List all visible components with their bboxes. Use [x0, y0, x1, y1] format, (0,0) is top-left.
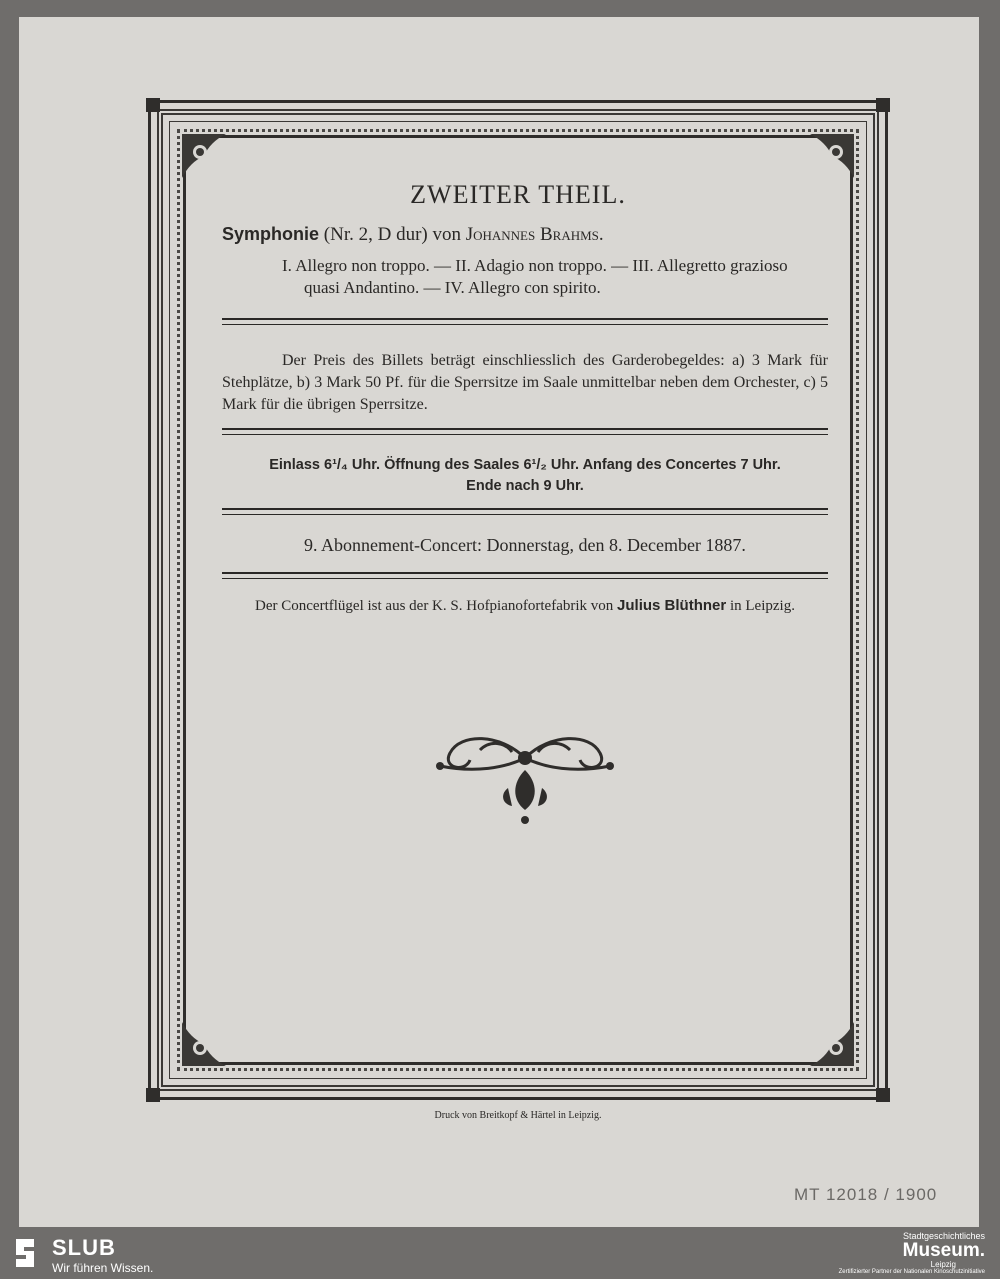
museum-city: Leipzig — [930, 1260, 956, 1269]
piano-note-prefix: Der Concertflügel ist aus der K. S. Hofpianofortefabrik von — [255, 598, 618, 614]
times-line-2: Ende nach 9 Uhr. — [466, 478, 584, 494]
library-name: SLUB — [52, 1235, 116, 1260]
movements-line-2: quasi Andantino. — IV. Allegro con spirito. — [304, 278, 601, 297]
library-tagline: Wir führen Wissen. — [52, 1261, 154, 1275]
corner-ornament-bottom-left — [180, 1020, 228, 1068]
symphony-heading — [222, 224, 604, 246]
corner-ornament-top-left — [180, 132, 228, 180]
slub-logo-icon — [14, 1237, 36, 1269]
section-title: ZWEITER THEIL. — [410, 180, 626, 209]
symphony-detail: (Nr. 2, D dur) von — [319, 224, 466, 245]
corner-ornament-top-right — [808, 132, 856, 180]
frame-corner-square — [876, 1088, 890, 1102]
piano-maker-name: Julius Blüthner — [617, 597, 727, 614]
piano-maker-note — [222, 597, 828, 615]
shelfmark-annotation: MT 12018 / 1900 — [794, 1185, 938, 1204]
movement-list — [282, 255, 842, 299]
price-paragraph — [222, 350, 828, 416]
times-line-1: Einlass 6¹/₄ Uhr. Öffnung des Saales 6¹/₂ Uhr. Anfang des Concertes 7 Uhr. — [269, 457, 781, 473]
museum-name: Museum. — [902, 1240, 985, 1261]
divider-rule — [222, 508, 828, 515]
museum-certification: Zertifizierter Partner der Nationalen Kinoschutzinitiative — [838, 1269, 985, 1275]
frame-corner-square — [876, 98, 890, 112]
next-concert-announcement: 9. Abonnement-Concert: Donnerstag, den 8. December 1887. — [304, 535, 746, 555]
divider-rule — [222, 572, 828, 579]
composer-name: Johannes Brahms. — [465, 224, 604, 245]
symphony-name: Symphonie — [222, 224, 320, 244]
footer-bar — [0, 1227, 1000, 1279]
printer-imprint: Druck von Breitkopf & Härtel in Leipzig. — [434, 1110, 602, 1121]
corner-ornament-bottom-right — [808, 1020, 856, 1068]
movements-line-1: I. Allegro non troppo. — II. Adagio non troppo. — III. Allegretto grazioso — [282, 256, 788, 275]
frame-corner-square — [146, 1088, 160, 1102]
museum-label-top: Stadtgeschichtliches — [902, 1231, 985, 1241]
divider-rule — [222, 318, 828, 325]
decorative-ornament-icon — [420, 728, 630, 828]
divider-rule — [222, 428, 828, 435]
concert-times — [222, 455, 828, 497]
piano-note-suffix: in Leipzig. — [726, 598, 795, 614]
price-text: Der Preis des Billets beträgt einschliesslich des Garderobegeldes: a) 3 Mark für Stehplätze, b) 3 Mark 50 Pf. für die Sperrsitze im Saale unmittelbar neben dem Orchester, c) 5 Mark für die übrigen Sperrsitze. — [222, 352, 828, 413]
frame-corner-square — [146, 98, 160, 112]
